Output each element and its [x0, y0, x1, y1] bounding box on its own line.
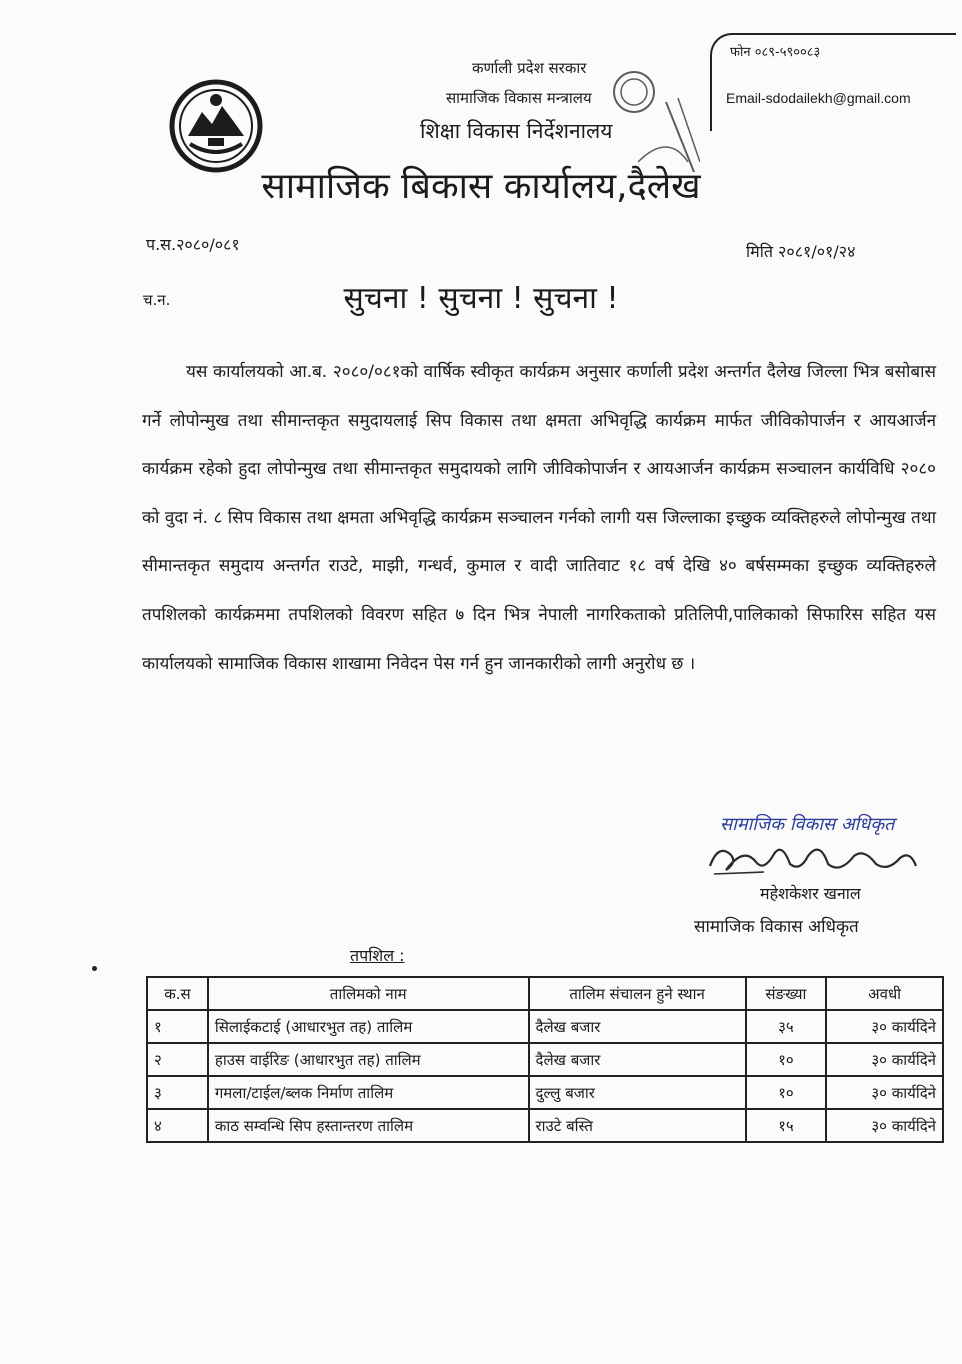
signature-seal-title: सामाजिक विकास अधिकृत [720, 814, 895, 835]
column-header: अवधी [826, 977, 943, 1010]
table-cell: दैलेख बजार [529, 1010, 746, 1043]
office-name: सामाजिक बिकास कार्यालय,दैलेख [261, 166, 701, 207]
table-cell: राउटे बस्ति [529, 1109, 746, 1142]
table-cell: ३५ [746, 1010, 827, 1043]
table-cell: २ [147, 1043, 208, 1076]
table-cell: ४ [147, 1109, 208, 1142]
table-header-row [147, 977, 943, 1010]
schedule-table [146, 976, 944, 1143]
schedule-title: तपशिल : [350, 946, 405, 965]
table-cell: हाउस वाईरिङ (आधारभुत तह) तालिम [208, 1043, 529, 1076]
issue-date: मिति २०८१/०१/२४ [746, 242, 856, 261]
table-cell: १ [147, 1010, 208, 1043]
directorate-name: शिक्षा विकास निर्देशनालय [420, 119, 613, 143]
table-cell: ३० कार्यदिने [826, 1109, 943, 1142]
province-government: कर्णाली प्रदेश सरकार [472, 59, 587, 77]
table-cell: ३० कार्यदिने [826, 1043, 943, 1076]
table-cell: सिलाईकटाई (आधारभुत तह) तालिम [208, 1010, 529, 1043]
column-header: तालिमको नाम [208, 977, 529, 1010]
table-cell: १५ [746, 1109, 827, 1142]
table-row [147, 1043, 943, 1076]
handwritten-signature [704, 836, 920, 880]
column-header: क.स [147, 977, 208, 1010]
table-row [147, 1010, 943, 1043]
ministry-name: सामाजिक विकास मन्त्रालय [446, 89, 592, 107]
column-header: तालिम संचालन हुने स्थान [529, 977, 746, 1010]
table-cell: १० [746, 1076, 827, 1109]
table-row [147, 1109, 943, 1142]
phone-number: फोन ०८९-५९००८३ [730, 45, 821, 60]
dispatch-number-label: च.न. [143, 291, 171, 309]
reference-number: प.स.२०८०/०८१ [146, 235, 240, 254]
table-cell: दुल्लु बजार [529, 1076, 746, 1109]
table-cell: १० [746, 1043, 827, 1076]
table-cell: ३० कार्यदिने [826, 1076, 943, 1109]
table-cell: काठ सम्वन्धि सिप हस्तान्तरण तालिम [208, 1109, 529, 1142]
table-row [147, 1076, 943, 1109]
notice-body: यस कार्यालयको आ.ब. २०८०/०८१को वार्षिक स्वीकृत कार्यक्रम अनुसार कर्णाली प्रदेश अन्तर्गत दैलेख जिल्ला भित्र बसोबास गर्ने लोपोन्मुख तथा सीमान्तकृत समुदायलाई सिप विकास तथा क्षमता अभिवृद्धि कार्यक्रम मार्फत जीविकोपार्जन र आयआर्जन कार्यक्रम रहेको हुदा लोपोन्मुख तथा सीमान्तकृत समुदायको लागि जीविकोपार्जन र आयआर्जन कार्यक्रम सञ्चालन कार्यविधि २०८० को वुदा नं. ८ सिप विकास तथा क्षमता अभिवृद्धि कार्यक्रम सञ्चालन गर्नको लागी यस जिल्लाका इच्छुक व्यक्तिहरुले लोपोन्मुख तथा सीमान्तकृत समुदाय अन्तर्गत राउटे, माझी, गन्धर्व, कुमाल र वादी जातिवाट १८ वर्ष देखि ४० बर्षसम्मका इच्छुक व्यक्तिहरुले तपशिलको कार्यक्रममा तपशिलको विवरण सहित ७ दिन भित्र नेपाली नागरिकताको प्रतिलिपी,पालिकाको सिफारिस सहित यस कार्यालयको सामाजिक विकास शाखामा निवेदन पेस गर्न हुन जानकारीको लागी अनुरोध छ । [142, 362, 936, 674]
table-cell: गमला/टाईल/ब्लक निर्माण तालिम [208, 1076, 529, 1109]
notice-heading: सुचना ! सुचना ! सुचना ! [343, 281, 619, 316]
signatory-designation: सामाजिक विकास अधिकृत [694, 917, 859, 937]
table-cell: दैलेख बजार [529, 1043, 746, 1076]
signatory-name: महेशकेशर खनाल [760, 884, 861, 903]
stray-dot [92, 966, 97, 971]
email-address: Email-sdodailekh@gmail.com [726, 90, 911, 106]
table-cell: ३० कार्यदिने [826, 1010, 943, 1043]
table-cell: ३ [147, 1076, 208, 1109]
column-header: संङख्या [746, 977, 827, 1010]
